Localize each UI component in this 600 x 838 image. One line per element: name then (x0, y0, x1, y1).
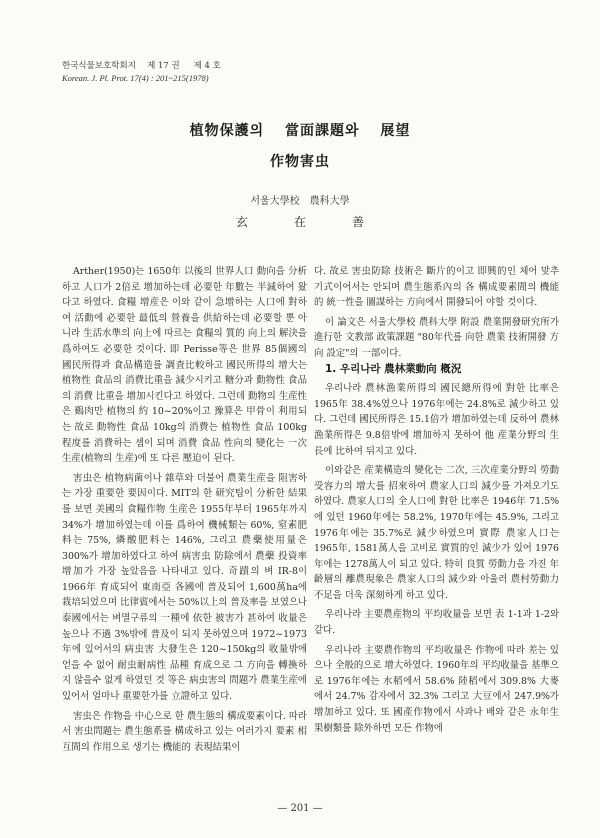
page-number: — 201 — (277, 803, 323, 814)
journal-latin-line: Korean. J. Pl. Prot. 17(4) : 201~215(1978) (62, 73, 209, 83)
section-heading: 1. 우리나라 農林業動向 槪況 (325, 362, 462, 375)
right-column (314, 264, 559, 736)
right-column-paragraph: 우리나라 農林漁業所得의 國民總所得에 對한 比率은 1965年 38.4%였으나 1976年에는 24.8%로 減少하고 있다. 그런데 國民所得은 15.1倍가 增加하였는데 反하여 農林漁業所得은 9.8倍밖에 增加하지 못하여 他 産業分野의 生長에 比하여 뒤지고 있다. (314, 383, 559, 457)
left-column-paragraph: 害虫은 植物病菌이나 雜草와 더불어 農業生産을 阻害하는 가장 重要한 要因이다. MIT의 한 研究팀이 分析한 結果를 보면 美國의 食糧作物 生産은 1955年부터 1965年까지 34%가 增加하였는데 이를 爲하여 機械類는 60%, 窒素肥料는 75%, 燐酸肥料는 146%, 그리고 農藥使用量은 300%가 增加하였다고 하여 病害虫 防除에서 農藥 投資率 增加가 가장 높았음을 나타내고 있다. 奇蹟의 벼 IR-8이 1966年 育成되어 東南亞 各國에 普及되어 1,600萬ha에 栽培되었으며 比律賓에서는 50%以上의 普及率을 보였으나 泰國에서는 벼멸구류의 一種에 依한 被害가 甚하여 收量은 높으나 不過 3%밖에 普及이 되지 못하였으며 1972~1973年에 있어서의 病虫害 大發生은 120~150kg의 收量밖에 얻을 수 없어 耐虫耐病性 品種 育成으로 그 方向을 轉換하지 않을수 없게 하였던 것 等은 病虫害의 問題가 農業生産에 있어서 얼마나 重要한가를 立證하고 있다. (62, 472, 307, 703)
right-column-paragraph: 우리나라 主要農作物의 平均收量은 作物에 따라 差는 있으나 全般的으로 增大하였다. 1960年의 平均收量을 基準으로 1976年에는 水稻에서 58.6% 陸稻에서 309.8% 大麥에서 24.7% 감자에서 32.3% 그리고 大豆에서 247.9%가 增加하고 있다. 또 國產作物에서 사과나 배와 같은 永年生 果樹類를 除外하면 모든 作物에 (314, 644, 559, 734)
right-column-paragraph: 다. 故로 害虫防除 技術은 斷片的이고 即興的인 체어 맞추기式이어서는 안되며 農生態系內의 各 構成要素間의 機能的 統一性을 圖謀하는 方向에서 開發되어 야할 것이다. (314, 266, 559, 309)
paper-title: 植物保護의 當面課題와 展望 (189, 123, 411, 139)
author-name: 玄在善 (235, 215, 410, 229)
journal-header (62, 60, 221, 84)
author-affiliation: 서울大學校 農科大學 (250, 196, 350, 207)
left-column-paragraph: 害虫은 作物을 中心으로 한 農生態의 構成要素이다. 따라서 害虫問題는 農生態系를 構成하고 있는 여러가지 要素 相互間의 作用으로 생기는 機能的 表現結果이 (62, 710, 307, 753)
journal-korean-line: 한국식물보호학회지 제 17 권 제 4 호 (62, 61, 221, 71)
left-column (62, 264, 307, 755)
right-column-paragraph: 우리나라 主要農産物의 平均收量을 보면 表 1-1과 1-2와 같다. (314, 609, 559, 637)
right-column-paragraph: 이와같은 産業構造의 變化는 二次, 三次産業分野의 勞動受容力의 增大를 招來하여 農家人口의 減少를 가져오기도 하였다. 農家人口의 全人口에 對한 比率은 1946年 71.5%에 있던 1960年에는 58.2%, 1970年에는 45.9%, 그리고 1976年에는 35.7%로 減少하였으며 實際 農家人口는 1965年, 1581萬人을 고비로 實質的인 減少가 있어 1976年에는 1278萬人이 되고 있다. 特히 良質 勞動力을 가진 年齡層의 離農現象은 農家人口의 減少와 아울러 農村勞動力不足을 더욱 深刻하게 하고 있다. (314, 465, 559, 601)
right-column-paragraph: 이 論文은 서울大學校 農科大學 附設 農業開發研究所가 進行한 文教部 政策課題 "80年代를 向한 農業 技術開發 方向 設定"의 一部이다. (314, 316, 559, 359)
left-column-paragraph: Arther(1950)는 1650年 以後의 世界人口 動向을 分析하고 人口가 2倍로 增加하는데 必要한 年數는 半減하여 왔다고 하였다. 食糧 增産은 이와 같이 急增하는 人口에 對하여 活動에 必要한 最低의 營養을 供給하는데 必要할 뿐 아니라 生活水準의 向上에 따르는 食糧의 質的 向上의 解決을 爲하여도 必要한 것이다. 即 Perisse等은 世界 85個國의 國民所得과 食品構造를 調査比較하고 國民所得의 增大는 植物性 食品의 消費比重을 減少시키고 糖分과 動物性 食品의 消費 比重을 增加시킨다고 하였다. 그런데 動物의 生産性은 鷄肉만 植物의 約 10~20%이고 豫算은 甲骨이 利用되는 故로 動物性 食品 10kg의 消費는 植物性 食品 100kg 程度를 消費하는 셈이 되며 消費 食品 性向의 變化는 一次生産(植物의 生産)에 또 다른 壓迫이 된다. (62, 266, 307, 465)
paper-subtitle: 作物害虫 (270, 154, 330, 170)
